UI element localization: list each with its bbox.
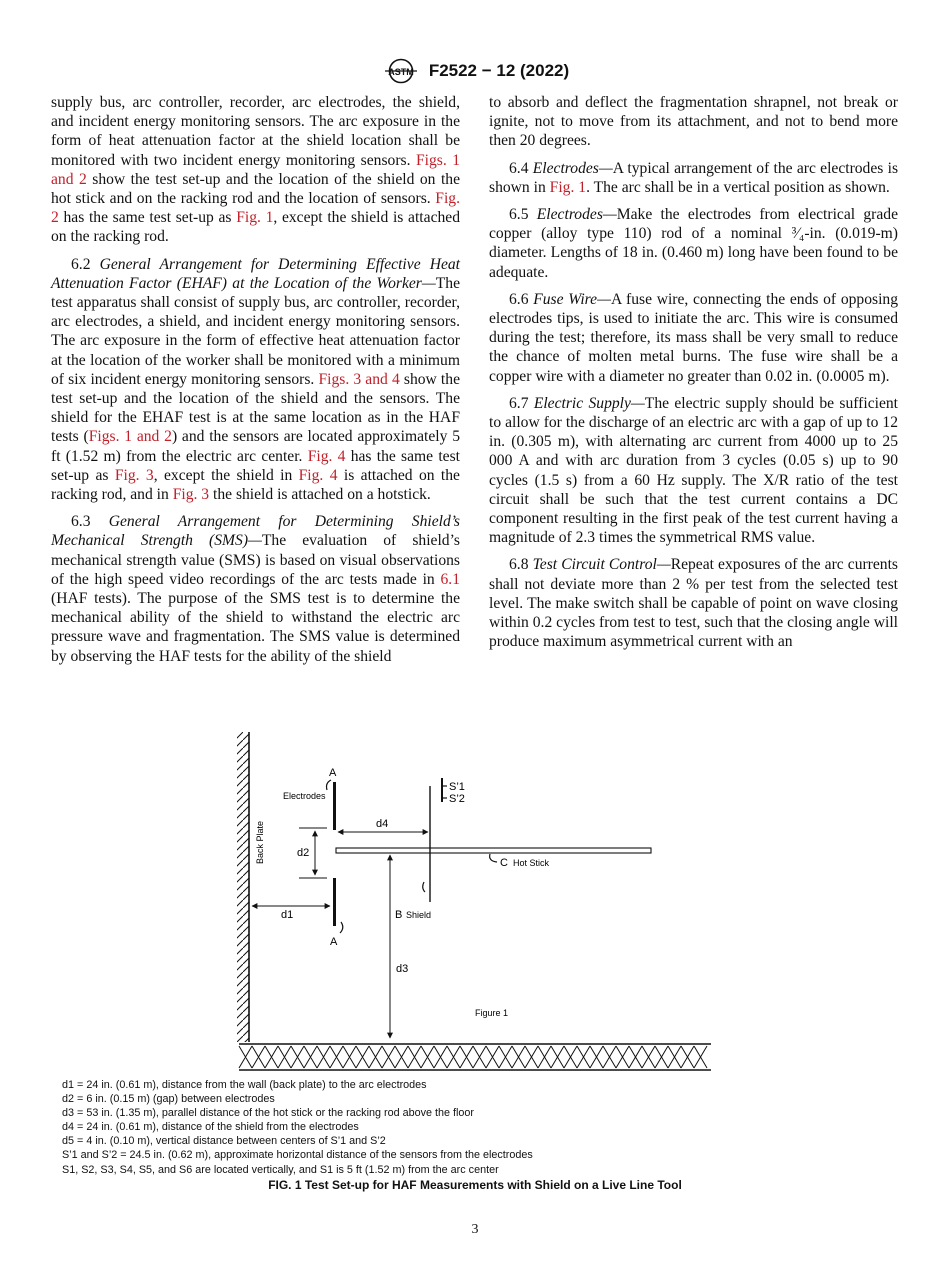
paragraph-6-6: 6.6 Fuse Wire—A fuse wire, connecting the ends of opposing electrodes tips, is used to initiate the arc. This wire is consumed during the test; therefore, its mass shall be very small to reduce the chance of molten metal burns. The fuse wire shall be a copper wire with a diameter no greater than 0.02 in. (0.0005 m). [489, 290, 898, 385]
figure-notes [62, 1078, 892, 1177]
shield-pointer [423, 882, 425, 892]
page-number: 3 [471, 1222, 479, 1237]
link-figs-3-4[interactable]: Figs. 3 and 4 [318, 370, 400, 388]
note-line: S1, S2, S3, S4, S5, and S6 are located vertically, and S1 is 5 ft (1.52 m) from the arc center [62, 1163, 499, 1176]
hot-stick-pointer [490, 854, 497, 862]
paragraph-6-2: 6.2 General Arrangement for Determining Effective Heat Attenuation Factor (EHAF) at the Location of the Worker—The test apparatus shall consist of supply bus, arc controller, recorder, arc electrodes, a shield, and incident energy monitoring sensors. The arc exposure in the form of effective heat attenuation factor at the location of the worker shall be monitored with a minimum of six incident energy monitoring sensors. Figs. 3 and 4 show the test set-up and the location of the shield and the sensors. The shield for the EHAF test is at the same location as in the HAF tests (Figs. 1 and 2) and the sensors are located approximately 5 ft (1.52 m) from the electric arc center. Fig. 4 has the same test set-up as Fig. 3, except the shield in Fig. 4 is attached on the racking rod, and in Fig. 3 the shield is attached on a hotstick. [51, 255, 461, 504]
electrodes-label: Electrodes [283, 791, 326, 801]
section-arrow-a-bottom [340, 922, 343, 933]
figure-inline-label: Figure 1 [475, 1008, 509, 1018]
left-column [51, 93, 460, 674]
link-section-6-1[interactable]: 6.1 [440, 570, 460, 588]
section-label-a-top: A [329, 767, 337, 779]
back-plate-label: Back Plate [255, 820, 265, 864]
note-line: S’1 and S’2 = 24.5 in. (0.62 m), approximate horizontal distance of the sensors from the electrodes [62, 1149, 533, 1162]
note-line: d5 = 4 in. (0.10 m), vertical distance between centers of S’1 and S’2 [62, 1135, 386, 1148]
section-title-6-3: General Arrangement for Determining Shield’s Mechanical Strength (SMS)— [51, 513, 461, 550]
figure-title: FIG. 1 Test Set-up for HAF Measurements with Shield on a Live Line Tool [268, 1178, 682, 1192]
section-label-a-bottom: A [330, 936, 338, 948]
paragraph-6-4: 6.4 Electrodes—A typical arrangement of the arc electrodes is shown in Fig. 1. The arc shall be in a vertical position as shown. [489, 159, 899, 196]
astm-logo-icon [381, 58, 421, 84]
back-plate-wall [237, 732, 249, 1042]
d3-label: d3 [396, 963, 409, 975]
figure-1-diagram [235, 732, 715, 1077]
link-figs-1-2[interactable]: Figs. 1 and 2 [88, 428, 172, 446]
link-fig-4[interactable]: Fig. 4 [298, 466, 338, 484]
paragraph-6-7: 6.7 Electric Supply—The electric supply should be sufficient to allow for the discharge of an electric arc with a gap of up to 12 in. (0.305 m), with alternating arc current from 4000 up to 25 000 A and with arc duration from 3 cycles (0.05 s) up to 90 cycles (1.5 s) from a 60 Hz supply. The X/R ratio of the test circuit shall be such that the test current contains a DC component resulting in the first peak of the test current having a magnitude of 2.3 times the symmetrical RMS value. [489, 394, 898, 547]
floor [239, 1044, 711, 1070]
paragraph-6-5: 6.5 Electrodes—Make the electrodes from electrical grade copper (alloy type 110) rod of a nominal ³⁄₄-in. (0.019-m) diameter. Lengths of 18 in. (0.460 m) long have been found to be adequate. [489, 206, 899, 281]
right-column [489, 93, 898, 659]
d4-label: d4 [376, 818, 389, 830]
link-fig-1[interactable]: Fig. 1 [236, 209, 274, 227]
paragraph-6-3-continued: to absorb and deflect the fragmentation shrapnel, not break or ignite, not to move from its attachment, and not to bend more then 20 degrees. [489, 94, 898, 150]
upper-electrode [333, 782, 336, 830]
label-c: C [500, 857, 508, 869]
link-fig-4[interactable]: Fig. 4 [307, 447, 346, 465]
note-line: d4 = 24 in. (0.61 m), distance of the shield from the electrodes [62, 1121, 359, 1134]
paragraph-6-8: 6.8 Test Circuit Control—Repeat exposures of the arc currents shall not deviate more than 2 % per test from the selected test level. The make switch shall be capable of point on wave closing within 0.2 cycles from test to test, such that the closing angle will produce maximum asymmetrical current with an [489, 556, 898, 651]
paragraph-6-1-continued: supply bus, arc controller, recorder, arc electrodes, the shield, and incident energy monitoring sensors. The arc exposure in the form of heat attenuation factor at the shield location shall be monitored with two incident energy monitoring sensors. Figs. 1 and 2 show the test set-up and the location of the shield on the hot stick and on the racking rod and the location of sensors. Fig. 2 has the same test set-up as Fig. 1, except the shield is attached on the racking rod. [51, 94, 460, 246]
logo-text: ASTM [388, 67, 414, 77]
shield-label: Shield [406, 910, 432, 920]
note-line: d2 = 6 in. (0.15 m) (gap) between electrodes [62, 1093, 275, 1106]
link-fig-1[interactable]: Fig. 1 [549, 178, 587, 196]
lower-electrode [333, 878, 336, 926]
link-fig-2[interactable]: Fig. 2 [51, 190, 460, 227]
hot-stick-label: Hot Stick [513, 858, 550, 868]
page-header [0, 58, 950, 84]
section-arrow-a-top [327, 780, 332, 790]
note-line: d1 = 24 in. (0.61 m), distance from the wall (back plate) to the arc electrodes [62, 1079, 427, 1091]
sensor-s1-label: S’1 [449, 781, 465, 793]
d2-label: d2 [297, 847, 310, 859]
hot-stick [336, 848, 651, 853]
label-b: B [395, 909, 403, 921]
standard-designation: F2522 − 12 (2022) [428, 61, 570, 80]
link-fig-3[interactable]: Fig. 3 [114, 466, 154, 484]
link-fig-3[interactable]: Fig. 3 [172, 486, 210, 504]
link-figs-1-2[interactable]: Figs. 1 and 2 [51, 151, 460, 188]
paragraph-6-3: 6.3 General Arrangement for Determining Shield’s Mechanical Strength (SMS)—The evaluation of shield’s mechanical strength value (SMS) is based on visual observations of the high speed video recordings of the arc tests made in 6.1 (HAF tests). The purpose of the SMS test is to determine the mechanical ability of the shield to withstand the electric arc pressure wave and fragmentation. The SMS value is determined by observing the HAF tests for the ability of the shield [51, 513, 461, 665]
sensor-s2-label: S’2 [449, 793, 465, 805]
note-line: d3 = 53 in. (1.35 m), parallel distance of the hot stick or the racking rod above the floor [62, 1107, 475, 1120]
d1-label: d1 [281, 909, 294, 921]
section-title-6-2: General Arrangement for Determining Effective Heat Attenuation Factor (EHAF) at the Location of the Worker— [51, 255, 461, 292]
